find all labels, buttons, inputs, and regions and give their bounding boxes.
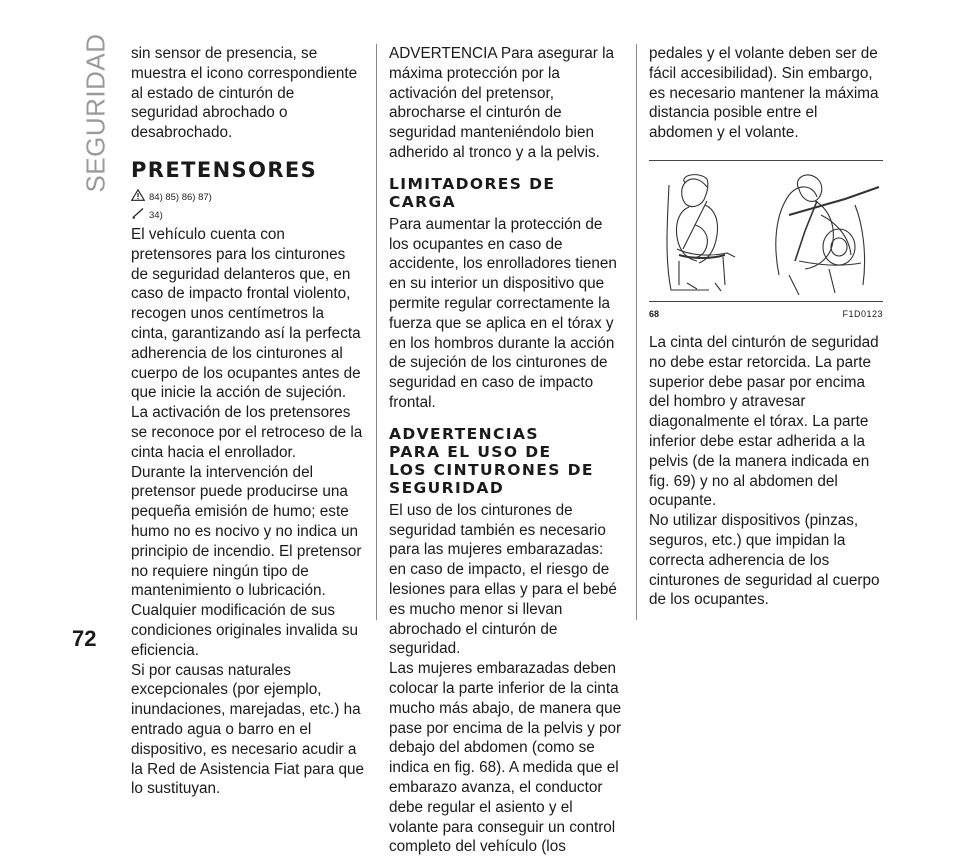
note-refs-text: 34) xyxy=(149,209,163,221)
paragraph: Las mujeres embarazadas deben colocar la parte inferior de la cinta mucho más abajo, de manera que pase por encima de la pelvis y por debajo del abdomen (como se indica en fig. 68). A medida que el embarazo avanza, el conductor debe regular el asiento y el volante para conseguir un control completo del vehículo (los xyxy=(389,660,622,856)
column-divider xyxy=(636,44,637,620)
figure-68 xyxy=(649,160,883,302)
warning-icon xyxy=(131,189,145,201)
section-tab-label: SEGURIDAD xyxy=(80,32,111,193)
paragraph: El uso de los cinturones de seguridad también es necesario para las mujeres embarazadas: en caso de impacto, el riesgo de lesiones para ellas y para el bebé es mucho menor si llevan abrochado el cinturón de seguridad. xyxy=(389,501,617,658)
warning-references xyxy=(131,189,364,205)
heading-limitadores: LIMITADORES DE CARGA xyxy=(389,174,556,211)
heading-line: ADVERTENCIAS xyxy=(389,424,539,443)
paragraph: Si por causas naturales excepcionales (por ejemplo, inundaciones, marejadas, etc.) ha entrado agua o barro en el dispositivo, es necesario acudir a la Red de Asistencia Fiat para que lo sustituyan. xyxy=(131,661,364,798)
heading-advertencias xyxy=(389,425,622,497)
heading-pretensores: PRETENSORES xyxy=(131,157,318,182)
paragraph: La cinta del cinturón de seguridad no debe estar retorcida. La parte superior debe pasar por encima del hombro y atravesar diagonalmente el tórax. La parte inferior debe estar adherida a la pelvis (de la manera indicada en fig. 69) y no al abdomen del ocupante. xyxy=(649,333,879,510)
column-divider xyxy=(376,44,377,620)
heading-line: LOS CINTURONES DE xyxy=(389,460,594,479)
heading-line: PARA EL USO DE xyxy=(389,442,552,461)
section-tab xyxy=(80,32,112,193)
intro-paragraph: sin sensor de presencia, se muestra el icono correspondiente al estado de cinturón de seguridad abrochado o desabrochado. xyxy=(131,45,358,142)
paragraph: Para aumentar la protección de los ocupantes en caso de accidente, los enrolladores tienen en su interior un dispositivo que permite regular correctamente la fuerza que se aplica en el tórax y en los hombros durante la acción de sujeción de los cinturones de seguridad en caso de impacto frontal. xyxy=(389,215,617,411)
paragraph: La activación de los pretensores se reconoce por el retroceso de la cinta hacia el enrollador. xyxy=(131,404,363,461)
figure-code: F1D0123 xyxy=(842,308,883,319)
figure-caption xyxy=(649,305,883,319)
warning-refs-text: 84) 85) 86) 87) xyxy=(149,191,212,203)
paragraph: ADVERTENCIA Para asegurar la máxima protección por la activación del pretensor, abrocharse el cinturón de seguridad manteniéndolo bien adherido al tronco y a la pelvis. xyxy=(389,45,615,161)
note-references xyxy=(131,207,364,223)
pregnant-seatbelt-illustration xyxy=(649,165,883,297)
paragraph: Durante la intervención del pretensor puede producirse una pequeña emisión de humo; este humo no es nocivo y no indica un principio de incendio. El pretensor no requiere ningún tipo de mantenimiento o lubricación. Cualquier modificación de sus condiciones originales invalida su eficiencia. xyxy=(131,463,362,659)
note-icon xyxy=(131,207,145,219)
heading-line: SEGURIDAD xyxy=(389,478,505,497)
paragraph: El vehículo cuenta con pretensores para los cinturones de seguridad delanteros que, en caso de impacto frontal violento, recogen unos centímetros la cinta, garantizando así la perfecta adherencia de los cinturones al cuerpo de los ocupantes antes de que inicie la acción de sujeción. xyxy=(131,225,361,402)
paragraph: pedales y el volante deben ser de fácil accesibilidad). Sin embargo, es necesario mantener la máxima distancia posible entre el abdomen y el volante. xyxy=(649,45,879,142)
column-left xyxy=(131,44,364,799)
paragraph: No utilizar dispositivos (pinzas, seguros, etc.) que impidan la correcta adherencia de los cinturones de seguridad al cuerpo de los ocupantes. xyxy=(649,512,880,609)
page-number: 72 xyxy=(72,626,97,651)
column-right xyxy=(649,44,883,610)
column-middle xyxy=(389,44,622,857)
figure-number: 68 xyxy=(649,308,660,319)
